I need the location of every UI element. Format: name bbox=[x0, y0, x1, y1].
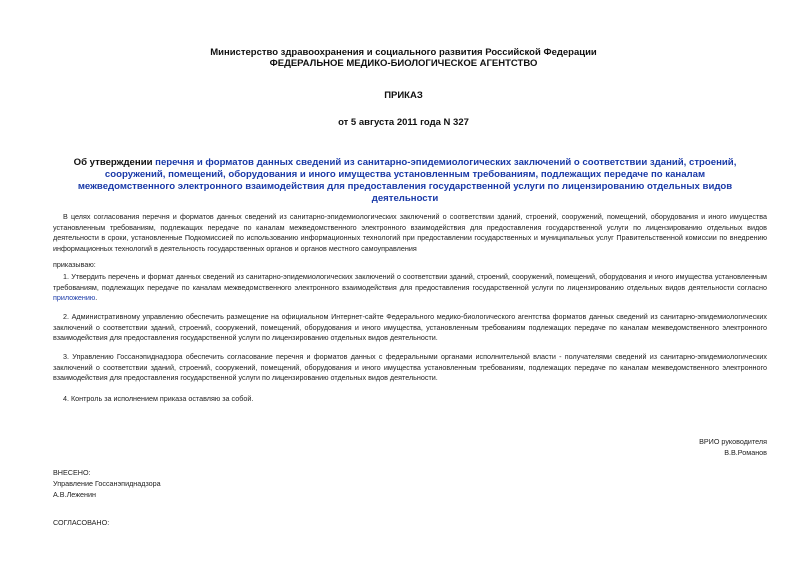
item-3 bbox=[53, 352, 767, 384]
item-1-end: . bbox=[95, 293, 98, 303]
item-1-text: 1. Утвердить перечень и формат данных сведений из санитарно-эпидемиологических заключений о соответствии зданий, строений, сооружений, помещений, оборудования и иного имущества установленным требованиям, подлежащих передаче по каналам межведомственного электронного взаимодействия для предоставления государственной услуги по лицензированию отдельных видов деятельности согласно bbox=[53, 272, 767, 292]
submitted-person: А.В.Леженин bbox=[53, 490, 96, 499]
ministry-name: Министерство здравоохранения и социального развития Российской Федерации bbox=[210, 47, 597, 58]
signature-name: В.В.Романов bbox=[724, 448, 767, 457]
item-2 bbox=[53, 312, 767, 344]
item-4-text: 4. Контроль за исполнением приказа оставляю за собой. bbox=[63, 394, 254, 403]
document-title bbox=[60, 157, 750, 205]
title-link[interactable]: перечня и форматов данных сведений из санитарно-эпидемиологических заключений о соответствии зданий, строений, сооружений, помещений, оборудования и иного имущества установленным требованиям, подлежащих передаче по каналам межведомственного электронного взаимодействия для предоставления государственной услуги по лицензированию отдельных видов деятельности bbox=[77, 157, 737, 204]
preamble bbox=[53, 212, 767, 254]
submitted-dept: Управление Госсанэпиднадзора bbox=[53, 479, 161, 488]
document-type: ПРИКАЗ bbox=[384, 90, 423, 101]
agency-name: ФЕДЕРАЛЬНОЕ МЕДИКО-БИОЛОГИЧЕСКОЕ АГЕНТСТВО bbox=[269, 58, 538, 69]
title-prefix: Об утверждении bbox=[73, 157, 156, 168]
item-2-text: 2. Административному управлению обеспечить размещение на официальном Интернет-сайте Федерального медико-биологического агентства форматов данных сведений из санитарно-эпидемиологических заключений о соответствии зданий, строений, сооружений, помещений, оборудования и иного имущества, установленным требованиям подлежащих передаче по каналам межведомственного электронного взаимодействия для предоставления государственной услуги по лицензированию отдельных видов деятельности. bbox=[53, 312, 767, 343]
submitted-label: ВНЕСЕНО: bbox=[53, 468, 91, 477]
appendix-link[interactable]: приложению bbox=[53, 293, 96, 303]
item-1 bbox=[53, 272, 767, 304]
order-word: приказываю: bbox=[53, 260, 96, 269]
item-3-text: 3. Управлению Госсанэпиднадзора обеспечить согласование перечня и форматов данных с федеральными органами исполнительной власти - получателями сведений из санитарно-эпидемиологических заключений о соответствии зданий, строений, сооружений, помещений, оборудования и иного имущества установленным требованиям, подлежащих передаче по каналам межведомственного электронного взаимодействия для предоставления государственной услуги по лицензированию отдельных видов деятельности. bbox=[53, 352, 767, 383]
preamble-text: В целях согласования перечня и форматов данных сведений из санитарно-эпидемиологических заключений о соответствии зданий, строений, сооружений, помещений, оборудования и иного имущества установленным требованиям, подлежащих передаче по каналам межведомственного электронного взаимодействия для предоставления государственной услуги по лицензированию отдельных видов деятельности в сроки, установленные Подкомиссией по использованию информационных технологий при предоставлении государственных и муниципальных услуг Правительственной комиссии по внедрению информационных технологий в деятельность государственных органов и органов местного самоуправления bbox=[53, 212, 767, 253]
approved-label: СОГЛАСОВАНО: bbox=[53, 518, 110, 527]
item-4 bbox=[53, 394, 767, 405]
document-date: от 5 августа 2011 года N 327 bbox=[338, 117, 469, 128]
signature-position: ВРИО руководителя bbox=[699, 437, 767, 446]
